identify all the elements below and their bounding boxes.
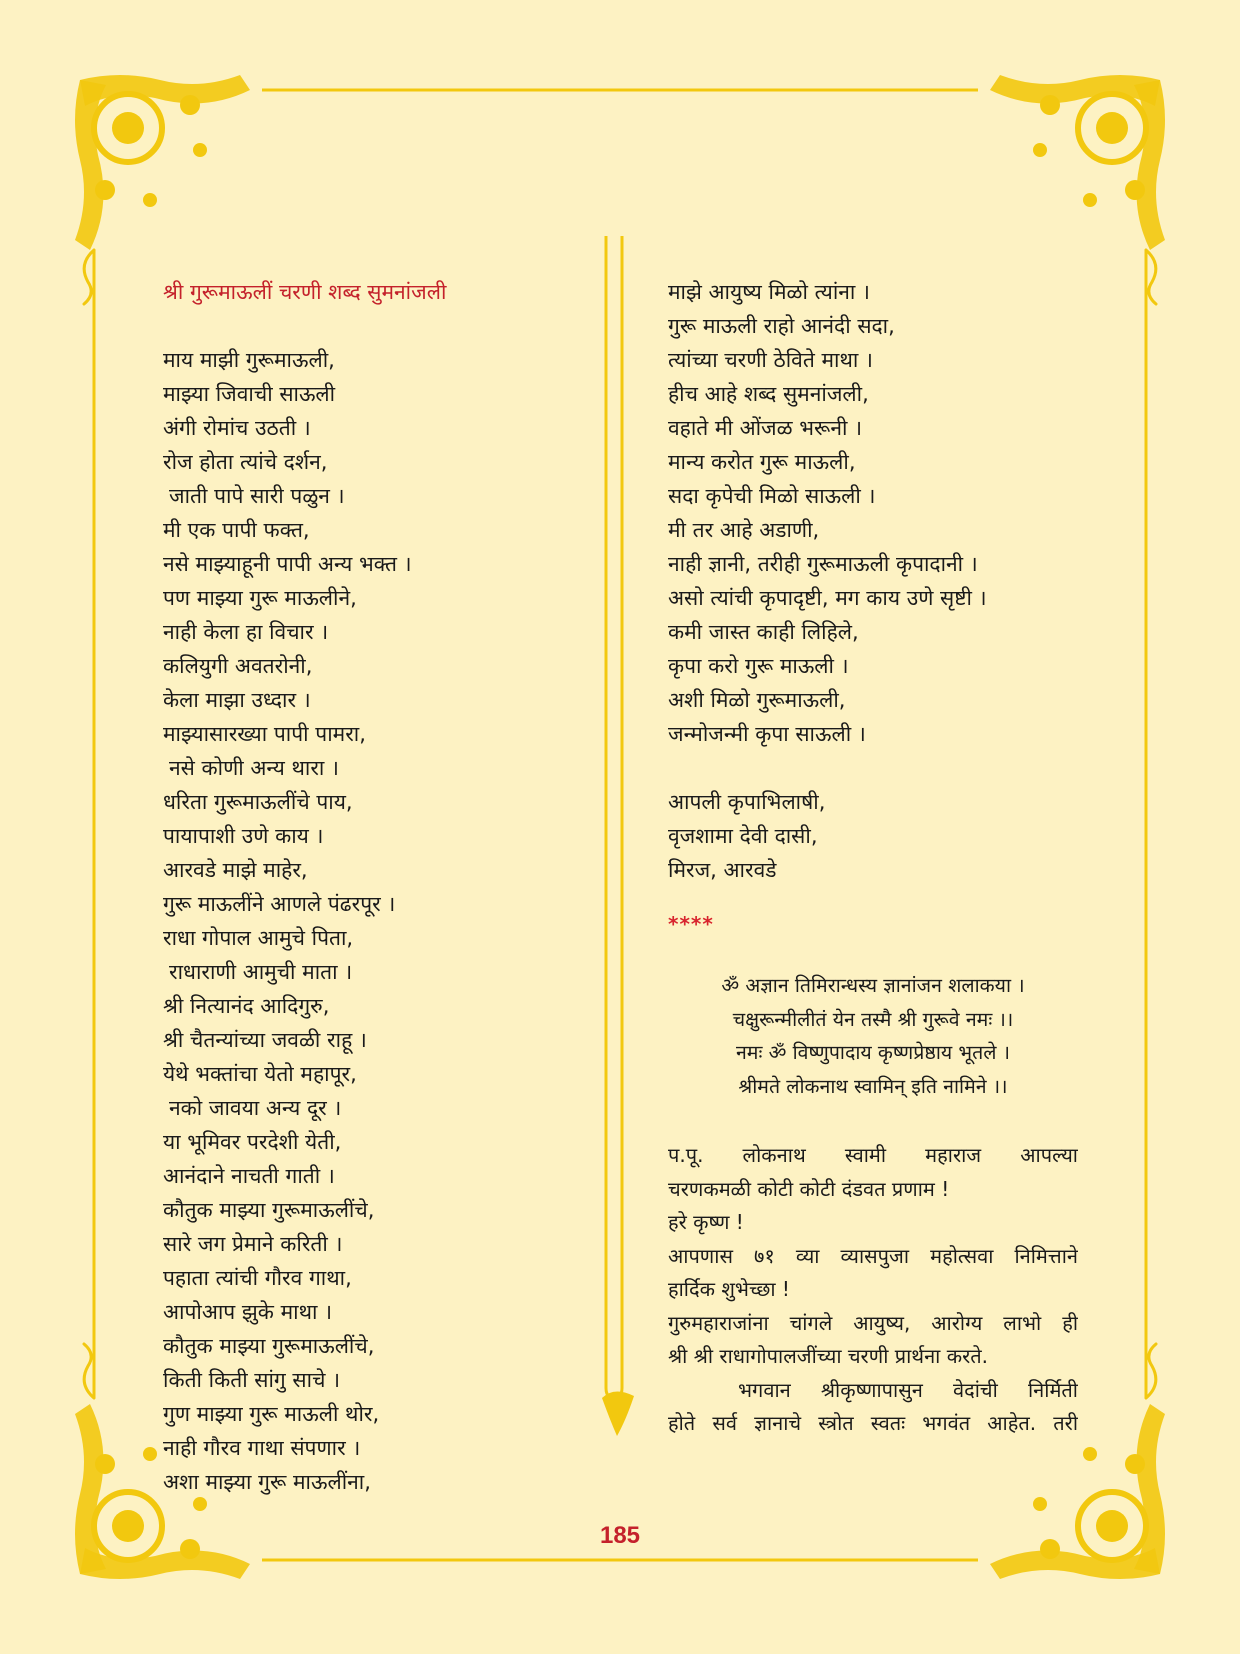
shloka-line: श्रीमते लोकनाथ स्वामिन् इति नामिने ।। [738, 1074, 1008, 1098]
poem-line: कलियुगी अवतरोनी, [163, 654, 313, 678]
poem-line: अशा माझ्या गुरू माऊलींना, [163, 1470, 371, 1494]
poem-line: मी एक पापी फक्त, [163, 518, 310, 542]
paragraph-line: हरे कृष्ण ! [668, 1210, 744, 1234]
poem-line: कौतुक माझ्या गुरूमाऊलींचे, [163, 1334, 375, 1358]
paragraph-line: हार्दिक शुभेच्छा ! [668, 1277, 790, 1301]
poem-line: नसे माझ्याहूनी पापी अन्य भक्त । [163, 552, 412, 576]
poem-line: हीच आहे शब्द सुमनांजली, [668, 382, 869, 406]
poem-line: माय माझी गुरूमाऊली, [163, 348, 335, 372]
poem-line: केला माझा उध्दार । [163, 688, 311, 712]
poem-line: अंगी रोमांच उठती । [163, 416, 311, 440]
paragraph-line: गुरुमहाराजांना चांगले आयुष्य, आरोग्य लाभो ही [668, 1310, 1078, 1335]
poem-line: राधा गोपाल आमुचे पिता, [163, 926, 354, 950]
poem-line: नको जावया अन्य दूर । [169, 1096, 342, 1120]
poem-line: कौतुक माझ्या गुरूमाऊलींचे, [163, 1198, 375, 1222]
poem-lines-right [668, 275, 1078, 751]
poem-line: नाही ज्ञानी, तरीही गुरूमाऊली कृपादानी । [668, 552, 978, 576]
poem-line: गुरू माऊली राहो आनंदी सदा, [668, 314, 895, 338]
poem-line: नाही केला हा विचार । [163, 620, 329, 644]
page-number: 185 [599, 1522, 641, 1549]
poem-line: आनंदाने नाचती गाती । [163, 1164, 335, 1188]
poem-line: गुण माझ्या गुरू माऊली थोर, [163, 1402, 380, 1426]
poem-line: असो त्यांची कृपादृष्टी, मग काय उणे सृष्टी । [668, 586, 987, 610]
section-separator: **** [668, 912, 714, 936]
poem-line: येथे भक्तांचा येतो महापूर, [163, 1062, 357, 1086]
poem-line: सदा कृपेची मिळो साऊली । [668, 484, 876, 508]
shloka-line: चक्षुरून्मीलीतं येन तस्मै श्री गुरूवे नमः ।। [732, 1007, 1014, 1031]
paragraph-line: भगवान श्रीकृष्णापासुन वेदांची निर्मिती [738, 1377, 1078, 1402]
poem-line: कृपा करो गुरू माऊली । [668, 654, 849, 678]
poem-line: या भूमिवर परदेशी येती, [163, 1130, 342, 1154]
tilak-drop-icon [602, 1391, 634, 1436]
shloka-line: नमः ॐ विष्णुपादाय कृष्णप्रेष्ठाय भूतले । [735, 1041, 1011, 1064]
poem-line: जाती पापे सारी पळुन । [169, 484, 345, 508]
poem-line: सारे जग प्रेमाने करिती । [163, 1232, 343, 1256]
right-column [668, 275, 1078, 1441]
poem-line: श्री नित्यानंद आदिगुरु, [163, 994, 330, 1018]
poem-line: माझ्यासारख्या पापी पामरा, [163, 722, 366, 746]
paragraph-line: श्री श्री राधागोपालजींच्या चरणी प्रार्थना करते. [668, 1344, 989, 1368]
signature-line: आपली कृपाभिलाषी, [668, 790, 826, 814]
poem-lines-left [163, 343, 593, 1499]
greeting-paragraph [668, 1139, 1078, 1441]
shloka-block [668, 969, 1078, 1103]
poem-line: किती किती सांगु साचे । [163, 1368, 341, 1392]
poem-title: श्री गुरूमाऊलीं चरणी शब्द सुमनांजली [163, 280, 447, 304]
paragraph-line: आपणास ७१ व्या व्यासपुजा महोत्सवा निमित्ताने [668, 1243, 1078, 1268]
poem-line: जन्मोजन्मी कृपा साऊली । [668, 722, 866, 746]
poem-line: आरवडे माझे माहेर, [163, 858, 308, 882]
poem-line: पायापाशी उणे काय । [163, 824, 324, 848]
left-column [163, 275, 593, 1499]
poem-line: आपोआप झुके माथा । [163, 1300, 333, 1324]
poem-line: नसे कोणी अन्य थारा । [169, 756, 340, 780]
paragraph-line: होते सर्व ज्ञानाचे स्त्रोत स्वतः भगवंत आहेत. तरी [668, 1411, 1078, 1435]
poem-line: त्यांच्या चरणी ठेविते माथा । [668, 348, 873, 372]
shloka-line: ॐ अज्ञान तिमिरान्धस्य ज्ञानांजन शलाकया । [721, 974, 1025, 997]
poem-line: गुरू माऊलींने आणले पंढरपूर । [163, 892, 396, 916]
poem-line: पण माझ्या गुरू माऊलीने, [163, 586, 357, 610]
poem-line: वहाते मी ओंजळ भरूनी । [668, 416, 863, 440]
poem-line: पहाता त्यांची गौरव गाथा, [163, 1266, 352, 1290]
signature-block [668, 785, 1078, 887]
poem-line: मी तर आहे अडाणी, [668, 518, 820, 542]
paragraph-line: प.पू. लोकनाथ स्वामी महाराज आपल्या [668, 1143, 1078, 1167]
corner-ornament-top-left [75, 75, 250, 250]
paragraph-line: चरणकमळी कोटी कोटी दंडवत प्रणाम ! [668, 1176, 950, 1201]
poem-line: रोज होता त्यांचे दर्शन, [163, 450, 328, 474]
corner-ornament-top-right [990, 75, 1165, 250]
poem-line: अशी मिळो गुरूमाऊली, [668, 688, 846, 712]
poem-line: राधाराणी आमुची माता । [169, 960, 353, 984]
poem-line: माझ्या जिवाची साऊली [163, 382, 336, 406]
tilak-divider [606, 236, 622, 1398]
poem-line: माझे आयुष्य मिळो त्यांना । [668, 280, 871, 304]
poem-line: मान्य करोत गुरू माऊली, [668, 450, 856, 474]
poem-line: कमी जास्त काही लिहिले, [668, 620, 859, 644]
poem-line: श्री चैतन्यांच्या जवळी राहू । [163, 1028, 367, 1052]
signature-line: वृजशामा देवी दासी, [668, 824, 818, 848]
signature-line: मिरज, आरवडे [668, 858, 777, 882]
poem-line: धरिता गुरूमाऊलींचे पाय, [163, 790, 353, 814]
poem-line: नाही गौरव गाथा संपणार । [163, 1436, 361, 1460]
